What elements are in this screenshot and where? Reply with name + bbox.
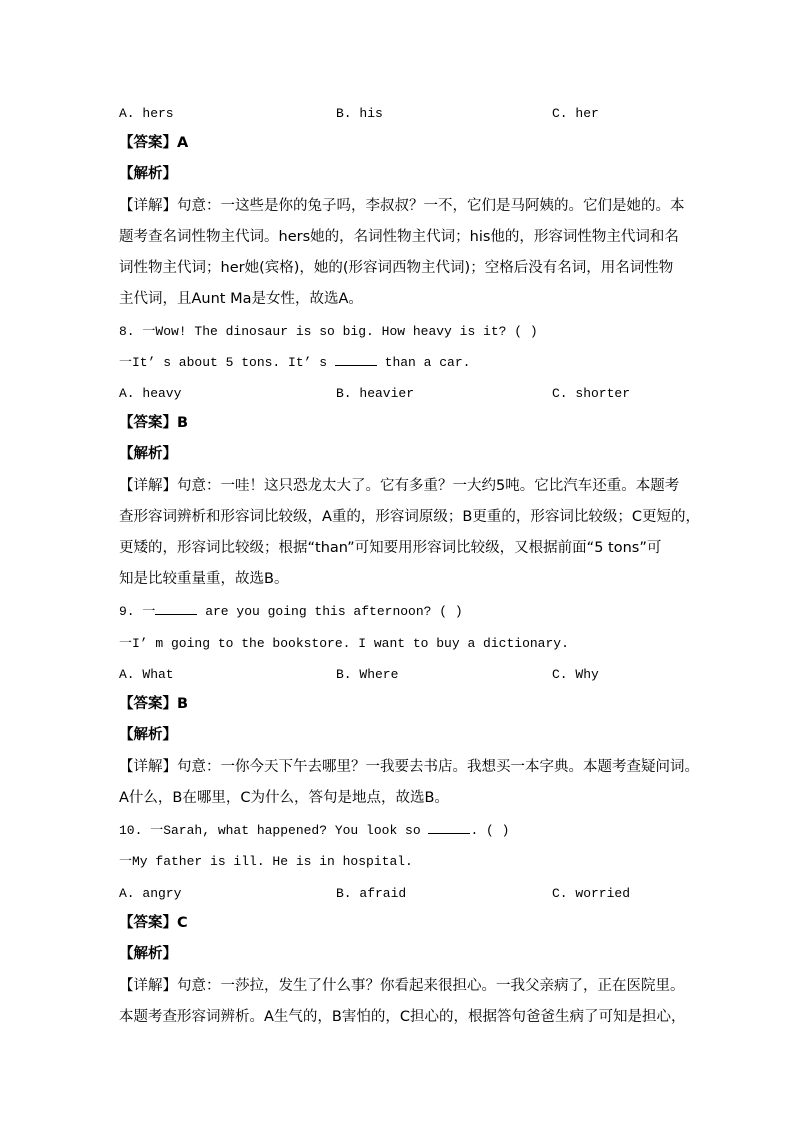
q9-detail-line: 【详解】句意：一你今天下午去哪里？一我要去书店。我想买一本字典。本题考查疑问词。 (119, 759, 699, 775)
q7-detail-line: 词性物主代词；her她(宾格)，她的(形容词西物主代词)；空格后没有名词，用名词性物 (119, 260, 674, 276)
q9-blank (155, 602, 197, 615)
q10-stem-end: . ( ) (470, 823, 510, 838)
q7-option-a: A. hers (119, 106, 174, 121)
q8-reply (119, 353, 470, 373)
q8-option-c: C. shorter (552, 386, 631, 401)
q9-detail-line: A什么，B在哪里，C为什么，答句是地点，故选B。 (119, 790, 449, 806)
q9-option-a: A. What (119, 667, 174, 682)
q9-stem-start: 9. 一 (119, 604, 156, 619)
q8-blank (335, 353, 377, 366)
q7-detail-line: 题考查名词性物主代词。hers她的，名词性物主代词；his他的，形容词性物主代词和名 (119, 229, 679, 245)
q10-answer: 【答案】C (119, 915, 188, 931)
q7-detail-line: 主代词，且Aunt Ma是女性，故选A。 (119, 291, 363, 307)
q8-answer: 【答案】B (119, 415, 189, 431)
q8-reply-end: than a car. (376, 355, 471, 370)
q8-detail-line: 【详解】句意：一哇！这只恐龙太大了。它有多重？一大约5吨。它比汽车还重。本题考 (119, 478, 680, 494)
q7-option-b: B. his (336, 106, 383, 121)
q9-option-b: B. Where (336, 667, 399, 682)
q8-detail-line: 更矮的，形容词比较级；根据“than”可知要用形容词比较级，又根据前面“5 tons”可 (119, 540, 662, 556)
q8-option-a: A. heavy (119, 386, 182, 401)
q8-option-b: B. heavier (336, 386, 415, 401)
q9-answer: 【答案】B (119, 696, 189, 712)
q9-stem-end: are you going this afternoon? ( ) (197, 604, 463, 619)
q8-detail-line: 知是比较重量重，故选B。 (119, 571, 289, 587)
q10-option-a: A. angry (119, 886, 182, 901)
q8-analysis-heading: 【解析】 (119, 446, 177, 462)
q9-analysis-heading: 【解析】 (119, 727, 177, 743)
q7-analysis-heading: 【解析】 (119, 166, 177, 182)
q9-reply: 一I’ m going to the bookstore. I want to buy a dictionary. (119, 636, 569, 651)
q10-blank (428, 821, 470, 834)
q7-option-c: C. her (552, 106, 599, 121)
q10-option-b: B. afraid (336, 886, 407, 901)
q8-reply-start: 一It’ s about 5 tons. It’ s (119, 355, 335, 370)
q10-detail-line: 本题考查形容词辨析。A生气的，B害怕的，C担心的，根据答句爸爸生病了可知是担心， (119, 1009, 686, 1025)
q8-detail-line: 查形容词辨析和形容词比较级，A重的，形容词原级；B更重的，形容词比较级；C更短的， (119, 509, 700, 525)
q7-detail-line: 【详解】句意：一这些是你的兔子吗，李叔叔？一不，它们是马阿姨的。它们是她的。本 (119, 198, 685, 214)
q9-stem (119, 602, 463, 622)
q9-option-c: C. Why (552, 667, 599, 682)
q10-detail-line: 【详解】句意：一莎拉，发生了什么事？你看起来很担心。一我父亲病了，正在医院里。 (119, 978, 685, 994)
q10-reply: 一My father is ill. He is in hospital. (119, 854, 413, 869)
q8-stem: 8. 一Wow! The dinosaur is so big. How heavy is it? ( ) (119, 324, 538, 339)
q10-stem (119, 821, 509, 841)
q10-stem-start: 10. 一Sarah, what happened? You look so (119, 823, 429, 838)
q7-answer: 【答案】A (119, 135, 189, 151)
q10-option-c: C. worried (552, 886, 631, 901)
q10-analysis-heading: 【解析】 (119, 946, 177, 962)
